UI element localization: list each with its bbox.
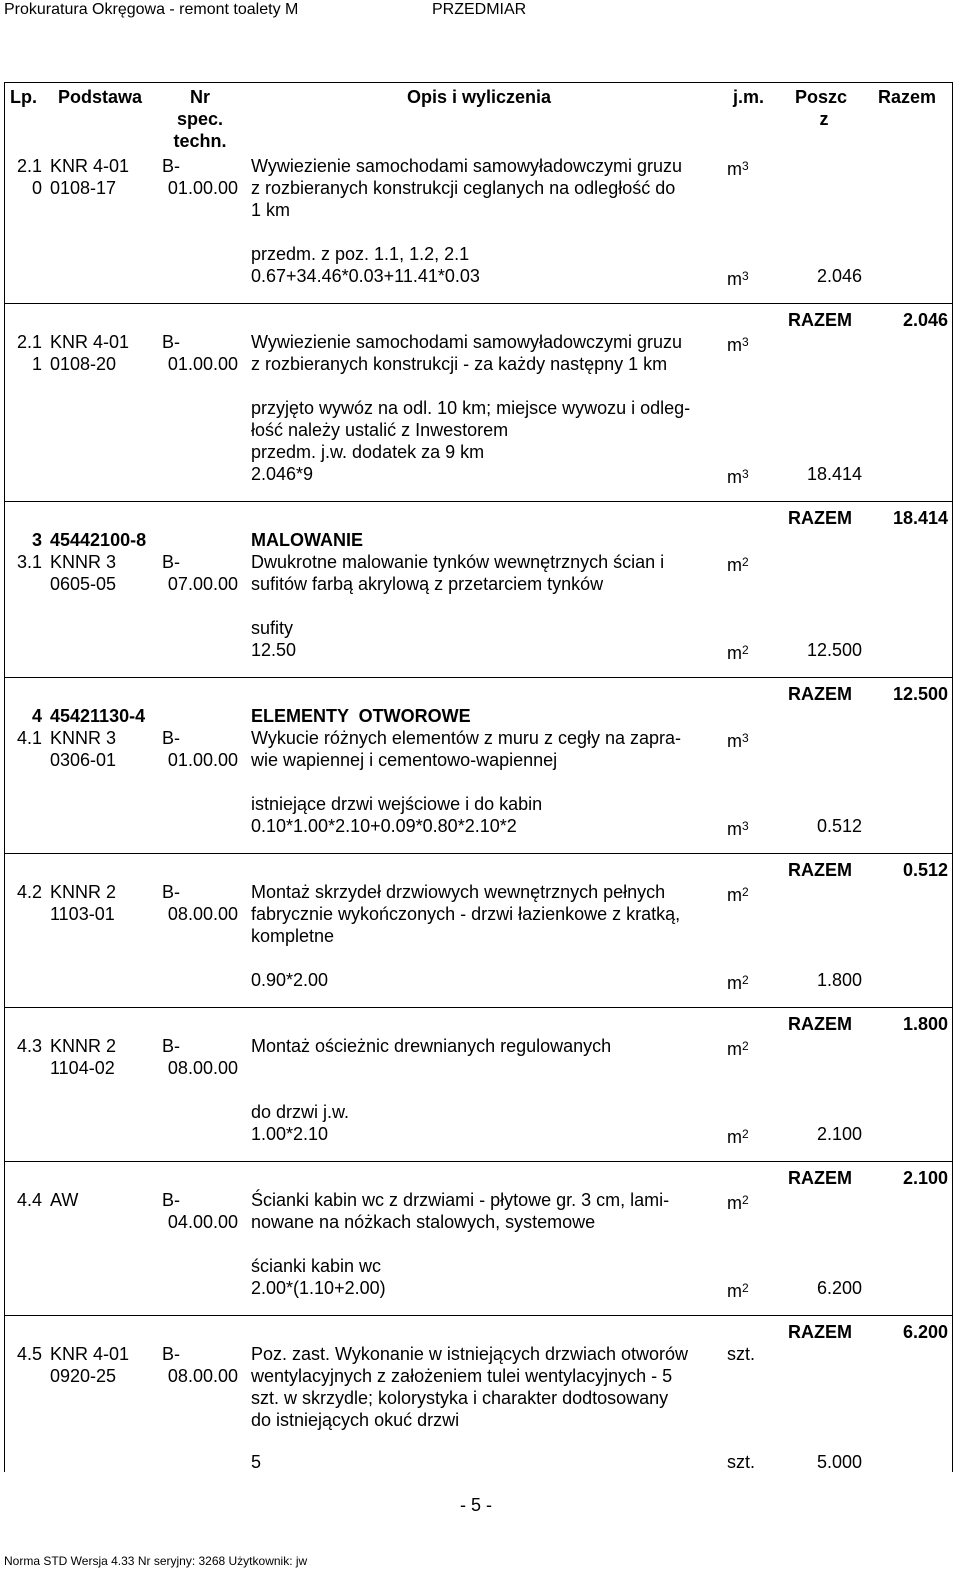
entry-spec-code: 04.00.00 [167, 1212, 238, 1232]
entry-description: z rozbieranych konstrukcji - za każdy następny 1 km [251, 354, 668, 374]
entry-description: kompletne [251, 926, 335, 946]
section-title: MALOWANIE [251, 530, 363, 550]
entry-spec: B- [162, 156, 180, 176]
entry-unit: $m^3$ [727, 731, 749, 751]
entry-calc-formula: 0.90*2.00 [251, 970, 329, 990]
entry-spec: B- [162, 1344, 180, 1364]
entry-basis-code: 0108-17 [50, 178, 117, 198]
col-header-poszcz: Poszc [795, 87, 848, 107]
col-header-razem: Razem [878, 87, 937, 107]
entry-calc-value: 12.500 [806, 640, 862, 660]
entry-calc-unit: $m^2$ [727, 643, 749, 663]
entry-basis-code: 0605-05 [50, 574, 117, 594]
razem-label: RAZEM [788, 310, 852, 330]
razem-label: RAZEM [788, 1168, 852, 1188]
row-separator [4, 1315, 952, 1316]
entry-basis-code: 1104-02 [50, 1058, 115, 1078]
col-header-poszcz-2: z [819, 109, 829, 129]
table-top-border [4, 82, 952, 83]
entry-spec: B- [162, 882, 180, 902]
footer-software-info: Norma STD Wersja 4.33 Nr seryjny: 3268 Użytkownik: jw [4, 1554, 308, 1568]
entry-calc-formula: 0.67+34.46*0.03+11.41*0.03 [251, 266, 480, 286]
entry-spec-code: 01.00.00 [167, 354, 238, 374]
razem-value: 1.800 [902, 1014, 948, 1034]
razem-value: 2.100 [902, 1168, 948, 1188]
col-header-techn: techn. [173, 131, 227, 151]
entry-calc-unit: $m^3$ [727, 819, 749, 839]
razem-value: 18.414 [892, 508, 948, 528]
entry-description: z rozbieranych konstrukcji ceglanych na odległość do [251, 178, 676, 198]
entry-calc-value: 2.046 [816, 266, 862, 286]
entry-lp: 4.2 [16, 882, 42, 902]
entry-spec: B- [162, 728, 180, 748]
col-header-spec: spec. [176, 109, 224, 129]
entry-calc-unit: szt. [727, 1452, 756, 1472]
entry-basis: KNR 4-01 [50, 156, 130, 176]
row-separator [4, 1007, 952, 1008]
entry-calc-value: 6.200 [816, 1278, 862, 1298]
entry-calc-unit: $m^2$ [727, 973, 749, 993]
section-code: 45442100-8 [50, 530, 147, 550]
entry-calc-text: przedm. z poz. 1.1, 1.2, 2.1 [251, 244, 470, 264]
section-code: 45421130-4 [50, 706, 146, 726]
entry-description: Wywiezienie samochodami samowyładowczymi gruzu [251, 156, 682, 176]
razem-value: 0.512 [902, 860, 948, 880]
entry-calc-unit: $m^3$ [727, 467, 749, 487]
entry-basis: AW [50, 1190, 79, 1210]
entry-description: sufitów farbą akrylową z przetarciem tynków [251, 574, 604, 594]
entry-unit: $m^3$ [727, 335, 749, 355]
entry-description: nowane na nóżkach stalowych, systemowe [251, 1212, 596, 1232]
entry-calc-value: 2.100 [816, 1124, 862, 1144]
entry-spec-code: 07.00.00 [167, 574, 238, 594]
entry-spec-code: 01.00.00 [167, 178, 238, 198]
page-number: - 5 - [459, 1495, 492, 1515]
entry-lp: 4.4 [16, 1190, 42, 1210]
entry-calc-formula: 2.046*9 [251, 464, 314, 484]
entry-lp: 4.1 [16, 728, 42, 748]
entry-unit: $m^2$ [727, 555, 749, 575]
row-separator [4, 501, 952, 502]
entry-calc-text: przedm. j.w. dodatek za 9 km [251, 442, 485, 462]
razem-label: RAZEM [788, 860, 852, 880]
entry-lp-cont: 0 [31, 178, 42, 198]
entry-spec-code: 08.00.00 [167, 1058, 238, 1078]
entry-basis-code: 0306-01 [50, 750, 117, 770]
entry-description: Ścianki kabin wc z drzwiami - płytowe gr. 3 cm, lami- [251, 1190, 670, 1210]
entry-description: Dwukrotne malowanie tynków wewnętrznych ścian i [251, 552, 665, 572]
section-lp: 4 [31, 706, 42, 726]
entry-lp: 2.1 [16, 156, 42, 176]
razem-value: 12.500 [892, 684, 948, 704]
row-separator [4, 303, 952, 304]
entry-spec: B- [162, 1190, 180, 1210]
entry-lp: 3.1 [16, 552, 42, 572]
entry-description: Wykucie różnych elementów z muru z cegły na zapra- [251, 728, 682, 748]
row-separator [4, 1161, 952, 1162]
entry-description: Montaż skrzydeł drzwiowych wewnętrznych pełnych [251, 882, 666, 902]
razem-label: RAZEM [788, 684, 852, 704]
entry-spec-code: 01.00.00 [167, 750, 238, 770]
col-header-nr: Nr [189, 87, 210, 107]
entry-basis: KNR 4-01 [50, 1344, 130, 1364]
razem-label: RAZEM [788, 1014, 852, 1034]
entry-lp: 2.1 [16, 332, 42, 352]
entry-description: do istniejących okuć drzwi [251, 1410, 460, 1430]
entry-lp: 4.3 [16, 1036, 42, 1056]
entry-description: Montaż ościeżnic drewnianych regulowanych [251, 1036, 612, 1056]
entry-basis: KNR 4-01 [50, 332, 130, 352]
entry-description: szt. w skrzydle; kolorystyka i charakter dodtosowany [251, 1388, 669, 1408]
entry-description: fabrycznie wykończonych - drzwi łazienkowe z kratką, [251, 904, 681, 924]
entry-basis-code: 0920-25 [50, 1366, 117, 1386]
entry-basis: KNNR 3 [50, 552, 117, 572]
entry-unit: $m^2$ [727, 1193, 749, 1213]
razem-value: 2.046 [902, 310, 948, 330]
entry-description: 1 km [251, 200, 291, 220]
entry-calc-formula: 12.50 [251, 640, 297, 660]
section-title: ELEMENTY OTWOROWE [251, 706, 471, 726]
entry-calc-unit: $m^2$ [727, 1127, 749, 1147]
col-header-opis: Opis i wyliczenia [407, 87, 552, 107]
entry-calc-text: sufity [251, 618, 294, 638]
entry-spec: B- [162, 332, 180, 352]
razem-label: RAZEM [788, 508, 852, 528]
document-type: PRZEDMIAR [432, 1, 527, 18]
entry-basis: KNNR 3 [50, 728, 117, 748]
entry-unit: $m^2$ [727, 1039, 749, 1059]
entry-calc-text: do drzwi j.w. [251, 1102, 350, 1122]
entry-description: wentylacyjnych z założeniem tulei wentylacyjnych - 5 [251, 1366, 673, 1386]
entry-calc-text: istniejące drzwi wejściowe i do kabin [251, 794, 543, 814]
entry-unit: szt. [727, 1344, 756, 1364]
entry-spec: B- [162, 1036, 180, 1056]
row-separator [4, 853, 952, 854]
table-right-border [952, 82, 953, 1472]
entry-description: wie wapiennej i cementowo-wapiennej [251, 750, 558, 770]
entry-calc-unit: $m^3$ [727, 269, 749, 289]
col-header-lp: Lp. [10, 87, 37, 107]
entry-spec-code: 08.00.00 [167, 904, 238, 924]
entry-basis-code: 1103-01 [50, 904, 115, 924]
entry-calc-text: łość należy ustalić z Inwestorem [251, 420, 509, 440]
entry-basis-code: 0108-20 [50, 354, 117, 374]
razem-value: 6.200 [902, 1322, 948, 1342]
entry-calc-value: 5.000 [816, 1452, 862, 1472]
entry-basis: KNNR 2 [50, 882, 117, 902]
entry-unit: $m^3$ [727, 159, 749, 179]
entry-calc-text: ścianki kabin wc [251, 1256, 382, 1276]
section-lp: 3 [31, 530, 42, 550]
entry-calc-formula: 0.10*1.00*2.10+0.09*0.80*2.10*2 [251, 816, 517, 836]
entry-lp: 4.5 [16, 1344, 42, 1364]
col-header-jm: j.m. [733, 87, 765, 107]
entry-description: Poz. zast. Wykonanie w istniejących drzwiach otworów [251, 1344, 689, 1364]
entry-spec: B- [162, 552, 180, 572]
entry-calc-value: 1.800 [816, 970, 862, 990]
col-header-podstawa: Podstawa [58, 87, 143, 107]
entry-calc-text: przyjęto wywóz na odl. 10 km; miejsce wywozu i odleg- [251, 398, 691, 418]
entry-calc-value: 18.414 [806, 464, 862, 484]
entry-calc-formula: 2.00*(1.10+2.00) [251, 1278, 386, 1298]
entry-calc-unit: $m^2$ [727, 1281, 749, 1301]
entry-calc-value: 0.512 [816, 816, 862, 836]
table-left-border [4, 82, 5, 1472]
entry-calc-formula: 1.00*2.10 [251, 1124, 329, 1144]
entry-calc-formula: 5 [251, 1452, 262, 1472]
entry-lp-cont: 1 [31, 354, 42, 374]
razem-label: RAZEM [788, 1322, 852, 1342]
row-separator [4, 677, 952, 678]
document-title: Prokuratura Okręgowa - remont toalety M [4, 1, 299, 18]
entry-unit: $m^2$ [727, 885, 749, 905]
entry-spec-code: 08.00.00 [167, 1366, 238, 1386]
entry-basis: KNNR 2 [50, 1036, 117, 1056]
entry-description: Wywiezienie samochodami samowyładowczymi gruzu [251, 332, 682, 352]
